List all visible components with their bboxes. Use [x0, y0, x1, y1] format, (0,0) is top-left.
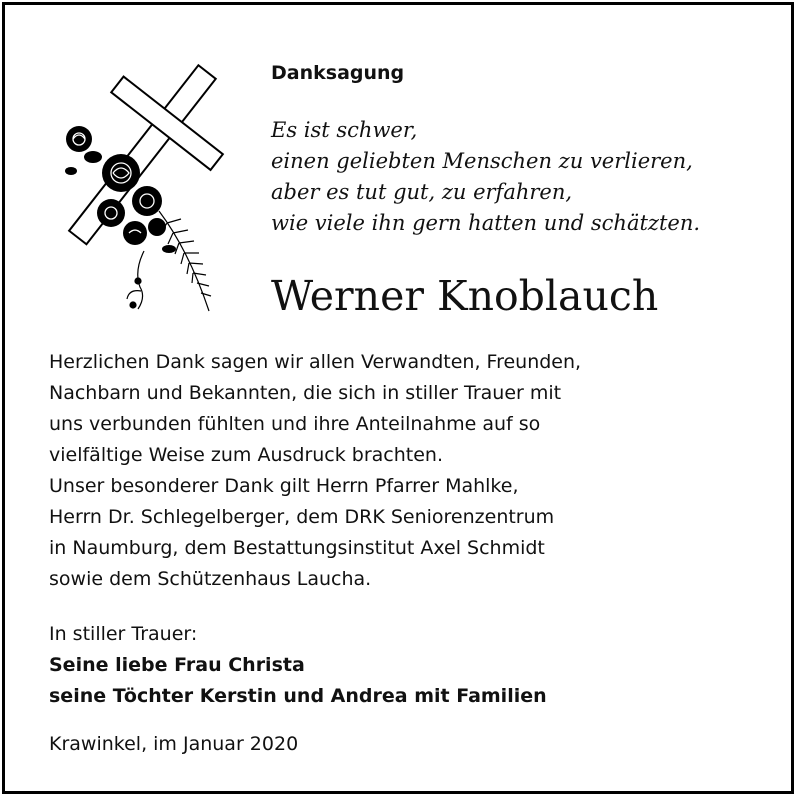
verse-quote — [271, 115, 786, 239]
deceased-name: Werner Knoblauch — [271, 272, 659, 320]
verse-line: wie viele ihn gern hatten und schätzten. — [271, 211, 701, 235]
body-line: Herzlichen Dank sagen wir allen Verwandten, Freunden, — [49, 351, 582, 373]
body-line: vielfältige Weise zum Ausdruck brachten. — [49, 444, 444, 466]
verse-line: aber es tut gut, zu erfahren, — [271, 180, 573, 204]
body-line: in Naumburg, dem Bestattungsinstitut Axel Schmidt — [49, 537, 545, 559]
cross-with-roses-icon — [49, 61, 229, 321]
heading-danksagung: Danksagung — [271, 62, 405, 84]
obituary-card — [2, 2, 794, 794]
body-line: Nachbarn und Bekannten, die sich in stiller Trauer mit — [49, 382, 562, 404]
body-line: sowie dem Schützenhaus Laucha. — [49, 568, 372, 590]
mourners-intro: In stiller Trauer: — [49, 623, 198, 645]
body-line: Herrn Dr. Schlegelberger, dem DRK Seniorenzentrum — [49, 506, 555, 528]
verse-line: einen geliebten Menschen zu verlieren, — [271, 149, 693, 173]
verse-line: Es ist schwer, — [271, 118, 418, 142]
mourner-wife: Seine liebe Frau Christa — [49, 654, 305, 676]
mourners-block — [49, 619, 779, 712]
mourner-children: seine Töchter Kerstin und Andrea mit Familien — [49, 685, 547, 707]
body-line: uns verbunden fühlten und ihre Anteilnahme auf so — [49, 413, 541, 435]
thank-you-text — [49, 347, 779, 595]
body-line: Unser besonderer Dank gilt Herrn Pfarrer Mahlke, — [49, 475, 519, 497]
place-date: Krawinkel, im Januar 2020 — [49, 733, 299, 755]
